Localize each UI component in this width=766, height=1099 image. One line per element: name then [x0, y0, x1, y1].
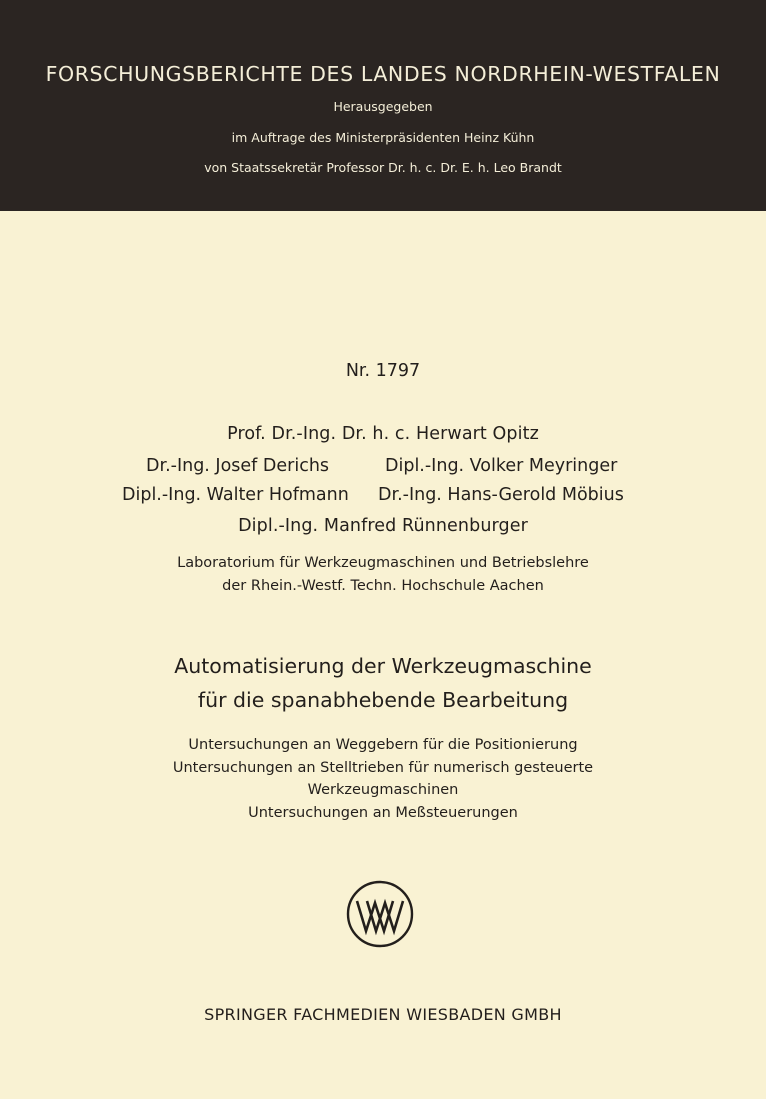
subtitle-line: Untersuchungen an Meßsteuerungen — [248, 805, 518, 821]
author-meyringer: Dipl.-Ing. Volker Meyringer — [385, 456, 618, 476]
institution-line-2: der Rhein.-Westf. Techn. Hochschule Aachen — [222, 578, 544, 594]
editor-line-3: von Staatssekretär Professor Dr. h. c. Dr. E. h. Leo Brandt — [204, 160, 562, 175]
ww-publisher-logo-icon — [345, 879, 415, 949]
series-title: FORSCHUNGSBERICHTE DES LANDES NORDRHEIN-WESTFALEN — [45, 62, 721, 86]
book-title-line-2: für die spanabhebende Bearbeitung — [197, 688, 569, 712]
publisher-name: SPRINGER FACHMEDIEN WIESBADEN GMBH — [204, 1005, 562, 1024]
series-header — [0, 0, 766, 211]
subtitle-line: Untersuchungen an Weggebern für die Positionierung — [188, 737, 578, 753]
report-number: Nr. 1797 — [345, 361, 421, 381]
author-hofmann: Dipl.-Ing. Walter Hofmann — [122, 485, 349, 505]
subtitle-line: Werkzeugmaschinen — [307, 782, 459, 798]
editor-line-2: im Auftrage des Ministerpräsidenten Heinz Kühn — [231, 130, 535, 145]
author-derichs: Dr.-Ing. Josef Derichs — [146, 456, 330, 476]
author-moebius: Dr.-Ing. Hans-Gerold Möbius — [378, 485, 624, 505]
author-ruennenburger: Dipl.-Ing. Manfred Rünnenburger — [238, 516, 528, 536]
editor-line-1: Herausgegeben — [333, 99, 433, 114]
book-title-line-1: Automatisierung der Werkzeugmaschine — [174, 654, 592, 678]
institution-line-1: Laboratorium für Werkzeugmaschinen und Betriebslehre — [177, 555, 589, 571]
cover-body — [0, 211, 766, 1099]
author-lead: Prof. Dr.-Ing. Dr. h. c. Herwart Opitz — [227, 424, 539, 444]
subtitle-line: Untersuchungen an Stelltrieben für numerisch gesteuerte — [172, 760, 594, 776]
